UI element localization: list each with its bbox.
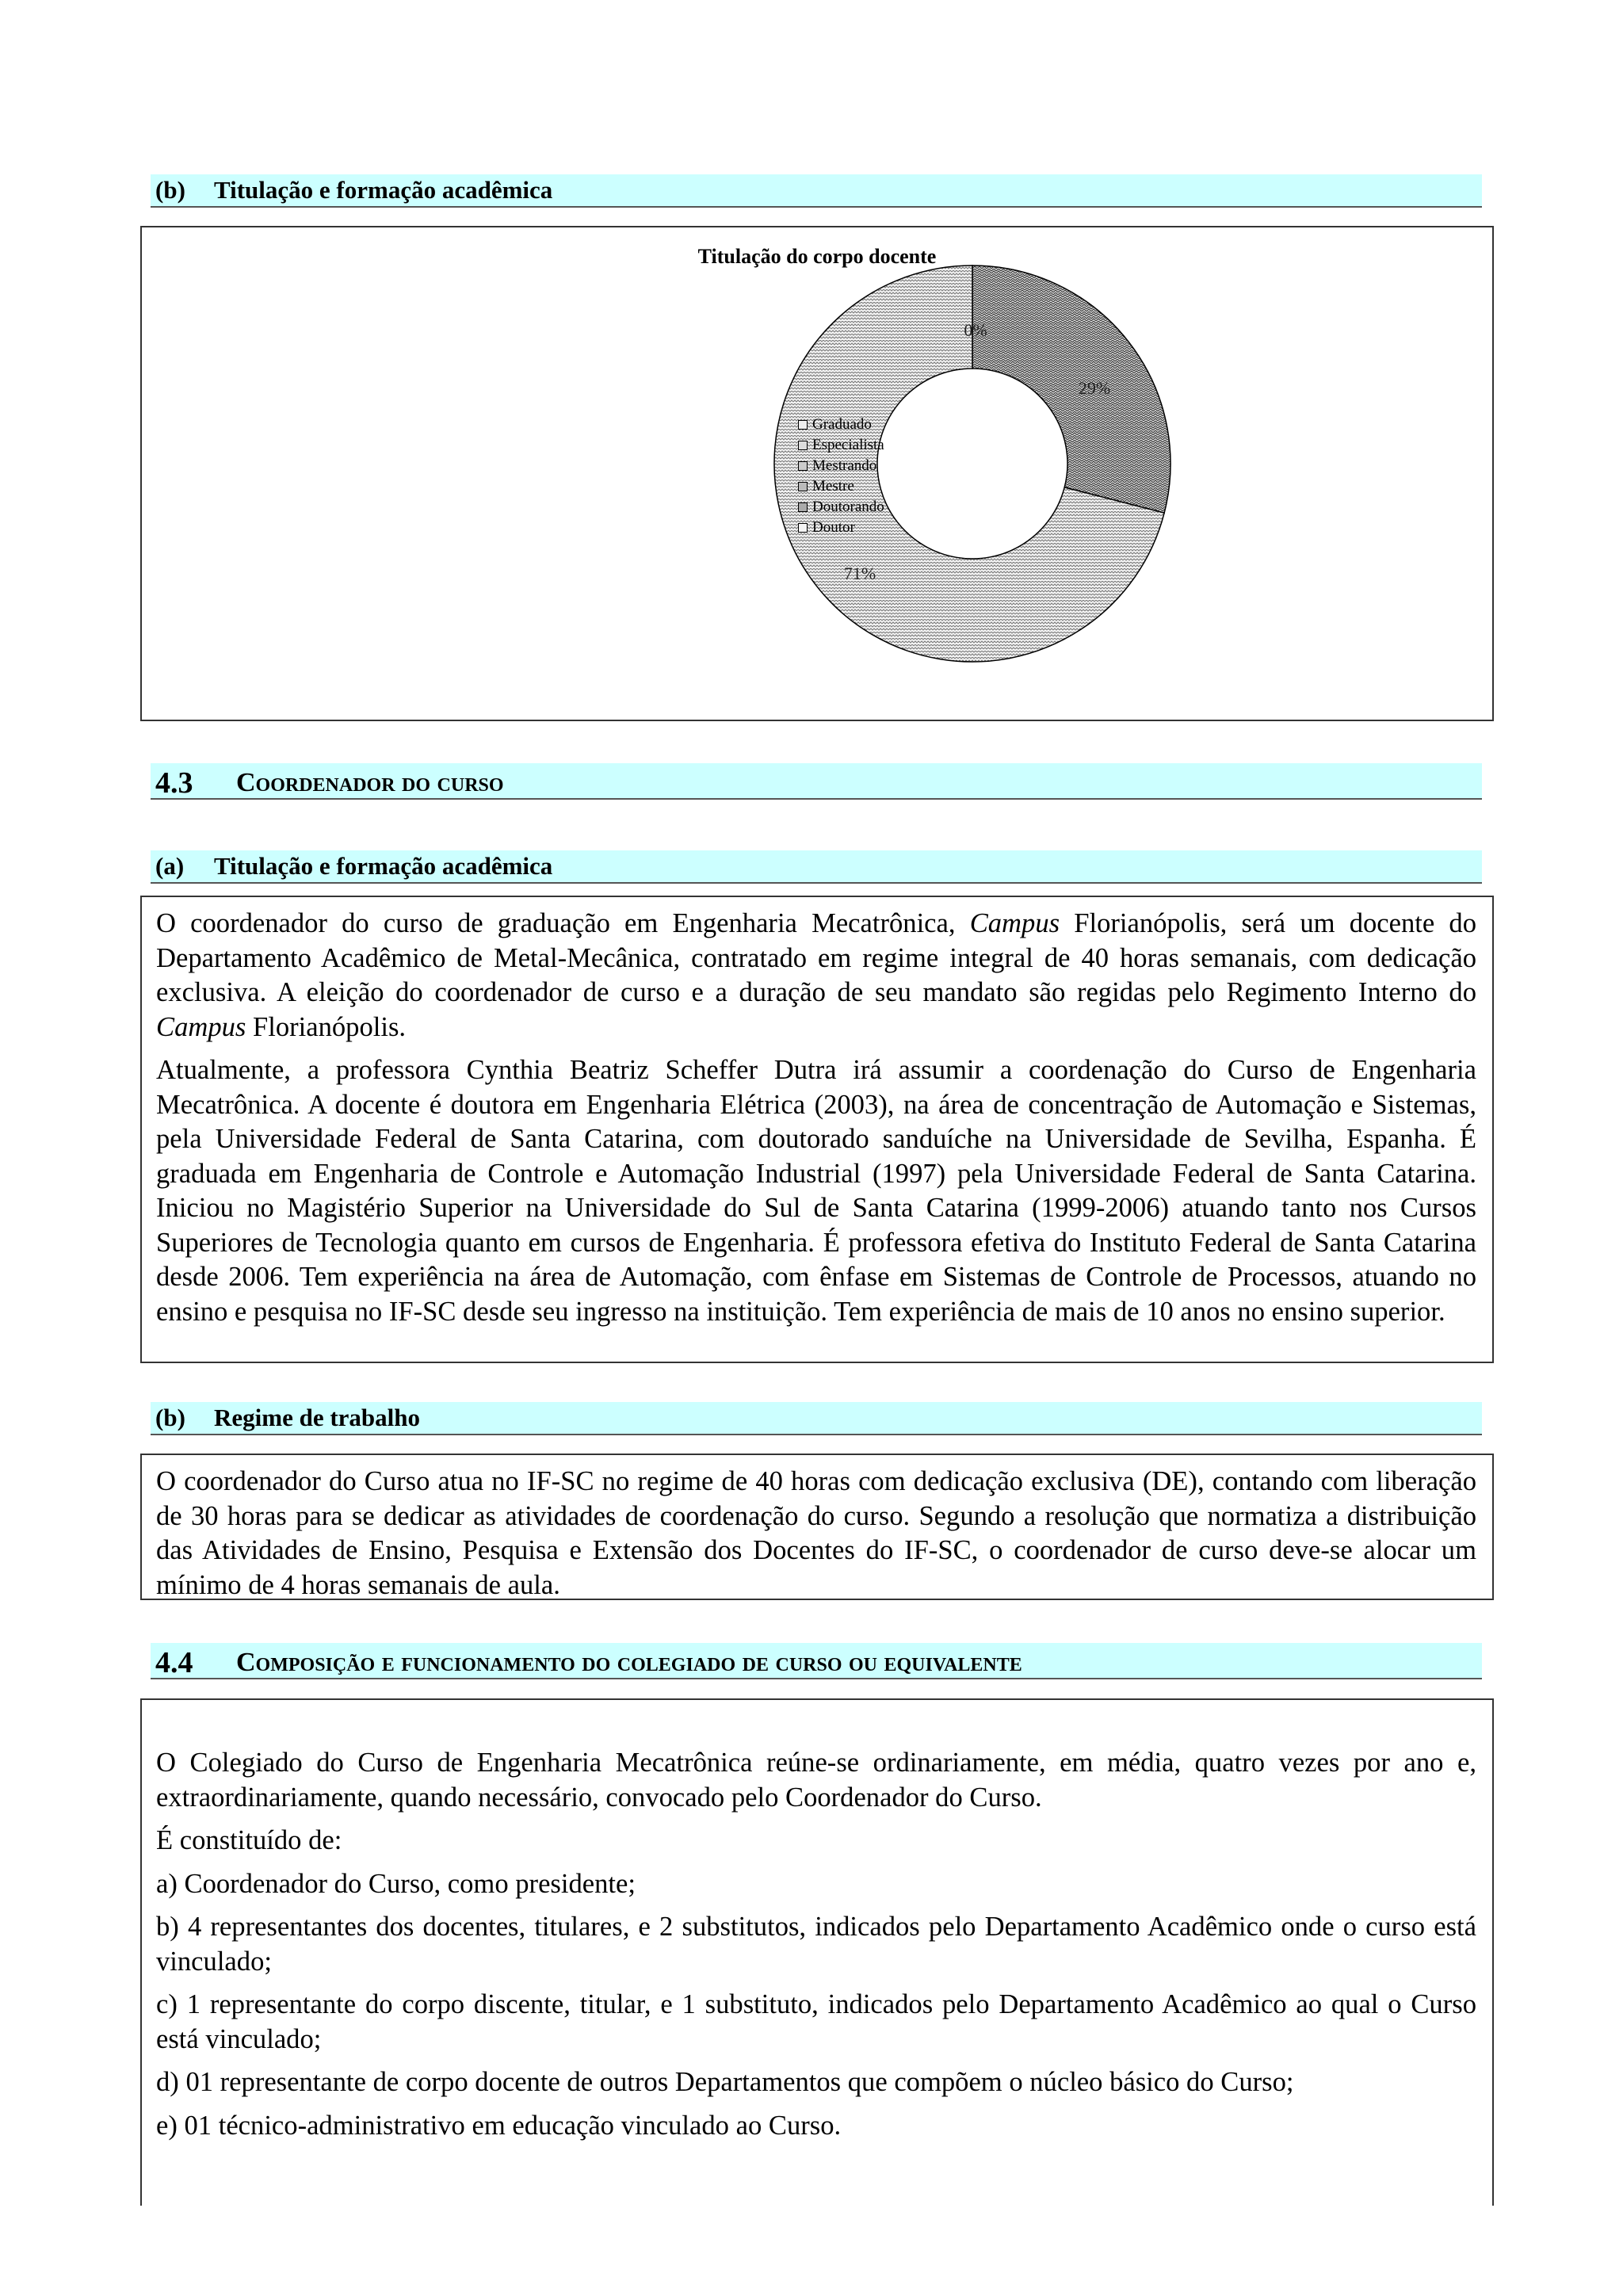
chart-title: Titulação do corpo docente xyxy=(697,245,937,268)
legend-item: Mestrando xyxy=(798,456,884,476)
section-heading-a xyxy=(151,850,1482,884)
list-item: a) Coordenador do Curso, como presidente; xyxy=(156,1868,636,1899)
chart-legend xyxy=(798,415,884,538)
legend-swatch xyxy=(798,420,808,430)
legend-swatch xyxy=(798,441,808,450)
legend-item: Especialista xyxy=(798,435,884,456)
list-item: c) 1 representante do corpo discente, titular, e 1 substituto, indicados pelo Departamento Acadêmico ao qual o Curso está vinculado; xyxy=(156,1989,1476,2054)
label-top: 0% xyxy=(964,320,987,340)
legend-swatch xyxy=(798,461,808,471)
list-item: e) 01 técnico-administrativo em educação vinculado ao Curso. xyxy=(156,2110,842,2141)
chart-frame xyxy=(140,226,1494,721)
section-heading-b2 xyxy=(151,1402,1482,1435)
slice-mestre xyxy=(972,266,1170,513)
section-number: (b) xyxy=(155,176,185,204)
work-regime-text-box xyxy=(140,1454,1494,1600)
colegiado-text-box xyxy=(140,1698,1494,2206)
paragraph: Atualmente, a professora Cynthia Beatriz Scheffer Dutra irá assumir a coordenação do Curso de Engenharia Mecatrônica. A docente é doutora em Engenharia Elétrica (2003), na área de concentração de Automação e Sistemas, pela Universidade Federal de Santa Catarina, com doutorado sanduíche na Universidade de Sevilha, Espanha. É graduada em Engenharia de Controle e Automação Industrial (1997) pela Universidade Federal de Santa Catarina. Iniciou no Magistério Superior na Universidade do Sul de Santa Catarina (1999-2006) atuando tanto nos Cursos Superiores de Tecnologia quanto em cursos de Engenharia. É professora efetiva do Instituto Federal de Santa Catarina desde 2006. Tem experiência na área de Automação, com ênfase em Sistemas de Controle de Processos, atuando no ensino e pesquisa no IF-SC desde seu ingresso na instituição. Tem experiência de mais de 10 anos no ensino superior. xyxy=(156,1055,1476,1327)
section-title: Regime de trabalho xyxy=(214,1404,421,1431)
paragraph: O coordenador do curso de graduação em Engenharia Mecatrônica, Campus Florianópolis, será um docente do Departamento Acadêmico de Metal-Mecânica, contratado em regime integral de 40 horas semanais, com dedicação exclusiva. A eleição do coordenador de curso e a duração de seu mandato são regidas pelo Regimento Interno do Campus Florianópolis. xyxy=(156,908,1476,1042)
section-number: (b) xyxy=(155,1404,185,1431)
legend-item: Graduado xyxy=(798,415,884,435)
legend-swatch xyxy=(798,482,808,491)
section-number: (a) xyxy=(155,852,185,880)
legend-item: Doutor xyxy=(798,518,884,538)
label-right: 29% xyxy=(1078,378,1111,398)
legend-swatch xyxy=(798,502,808,512)
list-item: d) 01 representante de corpo docente de outros Departamentos que compõem o núcleo básico do Curso; xyxy=(156,2067,1294,2097)
list-item: b) 4 representantes dos docentes, titulares, e 2 substitutos, indicados pelo Departamento Acadêmico onde o curso está vinculado; xyxy=(156,1912,1476,1977)
section-heading-4-3 xyxy=(151,763,1482,800)
paragraph: É constituído de: xyxy=(156,1825,342,1855)
label-left: 71% xyxy=(843,563,876,583)
section-title: Titulação e formação acadêmica xyxy=(214,852,553,880)
legend-item: Doutorando xyxy=(798,497,884,518)
section-title: Composição e funcionamento do colegiado de curso ou equivalente xyxy=(236,1648,1022,1677)
legend-swatch xyxy=(798,523,808,533)
section-number: 4.4 xyxy=(155,1646,193,1679)
coordinator-text-box xyxy=(140,896,1494,1363)
paragraph: O Colegiado do Curso de Engenharia Mecatrônica reúne-se ordinariamente, em média, quatro vezes por ano e, extraordinariamente, quando necessário, convocado pelo Coordenador do Curso. xyxy=(156,1748,1476,1813)
section-heading-4-4 xyxy=(151,1643,1482,1679)
section-title: Titulação e formação acadêmica xyxy=(214,176,553,204)
paragraph: O coordenador do Curso atua no IF-SC no regime de 40 horas com dedicação exclusiva (DE), contando com liberação de 30 horas para se dedicar as atividades de coordenação do curso. Segundo a resolução que normatiza a distribuição das Atividades de Ensino, Pesquisa e Extensão dos Docentes do IF-SC, o coordenador de curso deve-se alocar um mínimo de 4 horas semanais de aula. xyxy=(156,1466,1476,1600)
section-heading-b xyxy=(151,174,1482,208)
section-number: 4.3 xyxy=(155,766,193,800)
section-title: Coordenador do curso xyxy=(236,768,504,797)
legend-item: Mestre xyxy=(798,476,884,497)
